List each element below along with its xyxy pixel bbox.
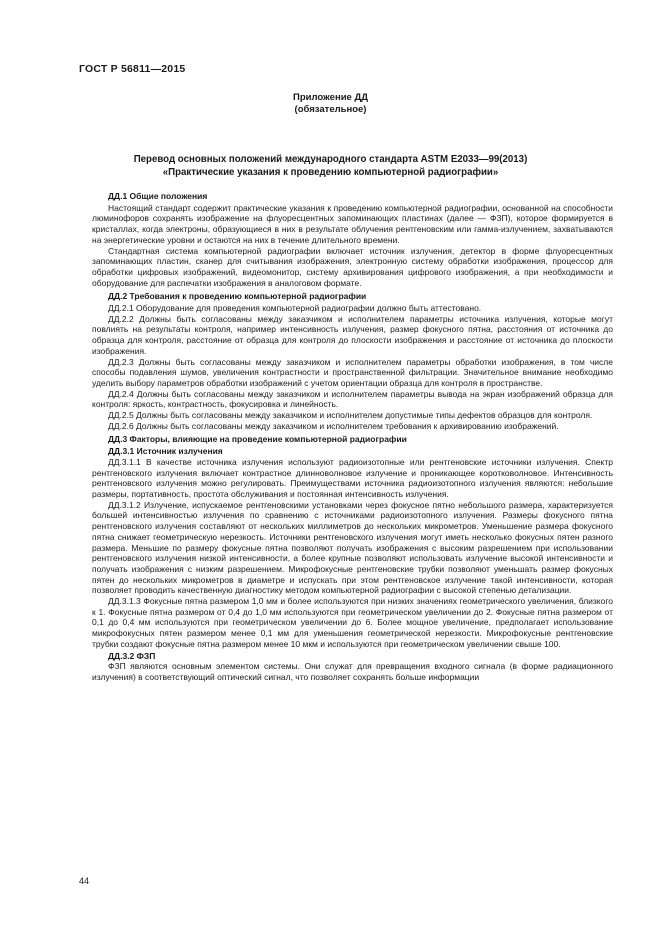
document-title-line-2: «Практические указания к проведению компьютерной радиографии» [162,166,499,178]
paragraph: ДД.2.6 Должны быть согласованы между заказчиком и исполнителем требования к архивированию изображений. [108,420,559,431]
paragraph: ДД.3.1.2 Излучение, испускаемое рентгеновскими установками через фокусное пятно небольшого размера, характеризуется большей интенсивностью излучения по сравнению с источниками радиоизотопного излучения. Размеры фокусного пятна рентгеновского излучения составляют от нескольких миллиметров до нескольких микрометров. Уменьшение размера фокусного пятна снижает геометрическую нерезкость. Источники рентгеновского излучения могут иметь несколько фокусных пятен разного размера. Меньшие по размеру фокусные пятна позволяют получать изображения с высоким разрешением при использовании рентгеновского излучения низкой интенсивности, а более крупные позволяют использовать излучение высокой интенсивности и получать изображения с низким разрешением. Микрофокусные рентгеновские трубки позволяют уменьшать размер фокусных пятен до нескольких микрометров в диаметре и испускать при этом рентгеновское излучение такой интенсивности, которая позволяет проводить качественную диагностику методом компьютерной радиографии с высокой степенью детализации. [92,499,613,596]
section-heading: ДД.1 Общие положения [108,191,208,201]
subsection-heading: ДД.3.2 ФЗП [108,650,156,661]
subsection-heading: ДД.3.1 Источник излучения [108,446,223,457]
appendix-title: Приложение ДД [293,92,368,103]
paragraph: Настоящий стандарт содержит практические указания к проведению компьютерной радиографии, основанной на способности люминофоров сохранять изображение на флуоресцентных запоминающих пластинах (далее — ФЗП), которое формируется в кристаллах, когда электроны, образующиеся в них в результате облучения рентгеновским или гамма-излучением, захватываются на энергетические уровни и остаются на них в течение длительного времени. [92,202,613,245]
paragraph: ФЗП являются основным элементом системы. Они служат для превращения входного сигнала (в форме радиационного излучения) в соответствующий оптический сигнал, что позволяет сохранять больше информации [92,661,613,682]
paragraph: ДД.2.4 Должны быть согласованы между заказчиком и исполнителем параметры вывода на экран изображений образца для контроля: яркость, контрастность, фокусировка и линейность. [92,388,613,410]
appendix-status: (обязательное) [294,104,367,115]
paragraph: ДД.2.2 Должны быть согласованы между заказчиком и исполнителем параметры источника излучения, которые могут повлиять на результаты контроля, например интенсивность излучения, размер фокусного пятна, расстояния от источника до образца для контроля, расстояние от образца для контроля до плоскости изображения и расстояние от источника до плоскости изображения. [92,313,613,356]
paragraph: ДД.2.3 Должны быть согласованы между заказчиком и исполнителем параметры обработки изображения, в том числе способы подавления шумов, увеличения контрастности и пространственной фильтрации. Значительное внимание необходимо уделить выбору параметров обработки изображений с учетом ориентации образца для контроля в пространстве. [92,356,613,388]
document-title-line-1: Перевод основных положений международного стандарта ASTM E2033—99(2013) [133,154,528,165]
paragraph: ДД.2.1 Оборудование для проведения компьютерной радиографии должно быть аттестовано. [108,303,482,314]
paragraph: Стандартная система компьютерной радиографии включает источник излучения, детектор в форме флуоресцентных запоминающих пластин, сканер для считывания изображения, электронную систему обработки изображения, процессор для обработки цифровых изображений, видеомонитор, систему архивирования цифрового изображения, а при необходимости и оборудование для распечатки изображения в аналоговом формате. [92,245,613,288]
paragraph: ДД.3.1.1 В качестве источника излучения используют радиоизотопные или рентгеновские источники излучения. Спектр рентгеновского излучения включает контрастное длинноволновое излучение и проникающее коротковолновое. Интенсивность рентгеновского излучения можно регулировать. Преимуществами источника радиоизотопного излучения являются: небольшие размеры, портативность, простота обслуживания и постоянная интенсивность излучения. [92,456,613,499]
appendix-block [0,92,661,116]
standard-number: ГОСТ Р 56811—2015 [79,63,186,75]
document-body [92,191,613,683]
page-number: 44 [79,876,90,886]
section-heading: ДД.3 Факторы, влияющие на проведение компьютерной радиографии [108,434,407,445]
paragraph: ДД.3.1.3 Фокусные пятна размером 1,0 мм и более используются при низких значениях геометрического увеличения, близкого к 1. Фокусные пятна размером от 0,4 до 1,0 мм используются при геометрическом увеличении до 2. Фокусные пятна размером от 0,1 до 0,4 мм используются при геометрическом увеличении до 6. Более мощное увеличение, предполагает использование микрофокусных пятен размером менее 0,1 мм для уменьшения геометрической нерезкости. Микрофокусные рентгеновские трубки создают фокусные пятна размером менее 10 мкм и используются при геометрическом увеличении свыше 100. [92,596,613,649]
document-title [0,154,661,179]
section-heading: ДД.2 Требования к проведению компьютерной радиографии [108,291,367,302]
paragraph: ДД.2.5 Должны быть согласованы между заказчиком и исполнителем допустимые типы дефектов образцов для контроля. [108,410,593,421]
